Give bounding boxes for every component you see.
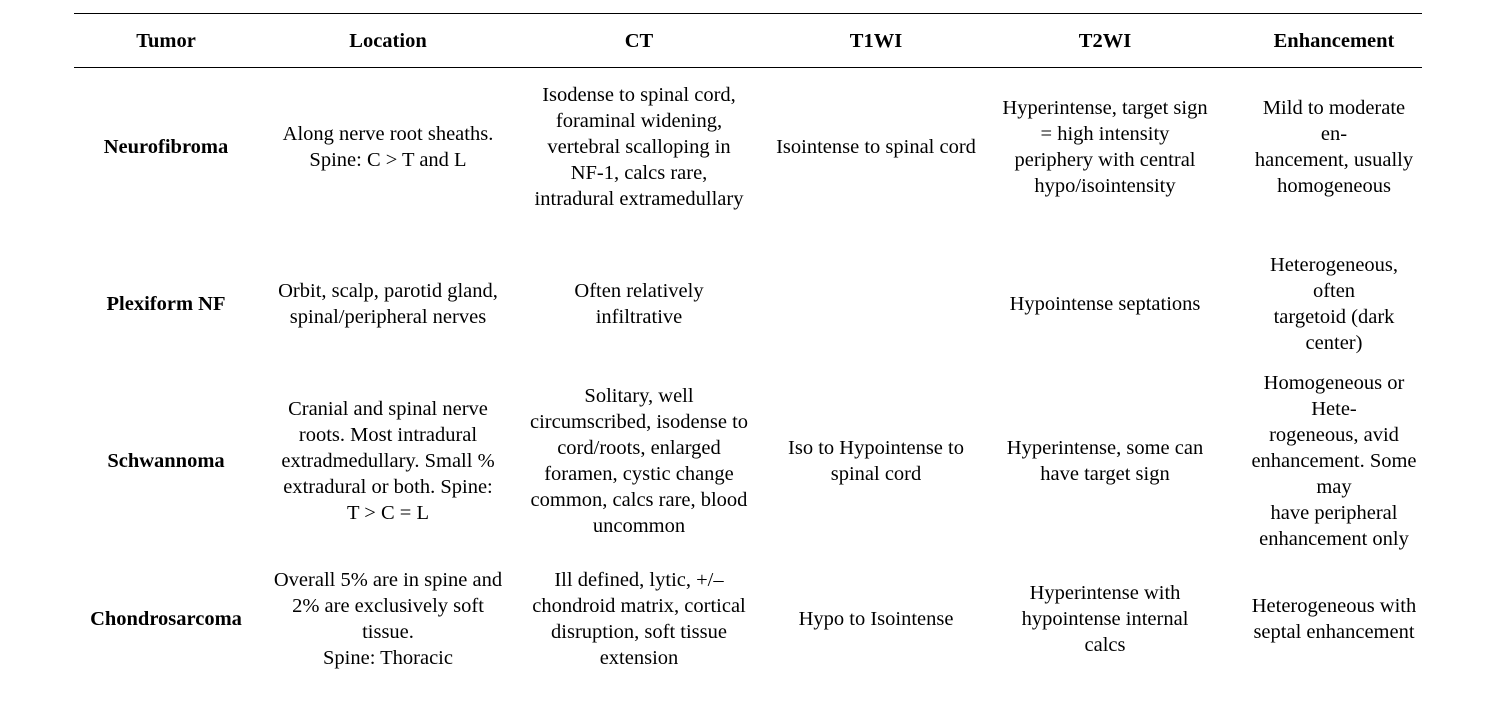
cell-location: Orbit, scalp, parotid gland, spinal/peripheral nerves: [278, 280, 498, 328]
header-ct: CT: [624, 30, 654, 52]
cell-tumor: Schwannoma: [107, 450, 225, 472]
cell-t2wi: Hypointense septations: [1009, 293, 1201, 315]
cell-ct: Ill defined, lytic, +/– chondroid matrix, cortical disruption, soft tissue extension: [532, 569, 746, 669]
header-enhancement: Enhancement: [1273, 30, 1395, 52]
header-location: Location: [349, 30, 427, 52]
cell-location: Along nerve root sheaths. Spine: C > T and L: [282, 123, 494, 171]
cell-tumor: Plexiform NF: [106, 293, 226, 315]
cell-t2wi: Hyperintense, some can have target sign: [1006, 437, 1204, 485]
cell-ct: Solitary, well circumscribed, isodense to cord/roots, enlarged foramen, cystic change common, calcs rare, blood uncommon: [529, 385, 749, 537]
cell-ct: Isodense to spinal cord, foraminal widening, vertebral scalloping in NF-1, calcs rare, intradural extramedullary: [534, 84, 744, 210]
cell-t1wi: Isointense to spinal cord: [776, 136, 976, 158]
cell-enhancement: Heterogeneous, often targetoid (dark center): [1269, 254, 1399, 354]
cell-enhancement: Mild to moderate en- hancement, usually homogeneous: [1254, 97, 1414, 197]
cell-enhancement: Homogeneous or Hete- rogeneous, avid enhancement. Some may have peripheral enhancement only: [1251, 372, 1417, 550]
cell-enhancement: Heterogeneous with septal enhancement: [1251, 595, 1417, 643]
cell-location: Cranial and spinal nerve roots. Most intradural extradmedullary. Small % extradural or both. Spine: T > C = L: [281, 398, 495, 524]
cell-location: Overall 5% are in spine and 2% are exclusively soft tissue. Spine: Thoracic: [273, 569, 503, 669]
cell-t2wi: Hyperintense with hypointense internal calcs: [1021, 582, 1189, 656]
header-tumor: Tumor: [136, 30, 196, 52]
cell-t1wi: Hypo to Isointense: [798, 608, 954, 630]
cell-t2wi: Hyperintense, target sign = high intensity periphery with central hypo/isointensity: [1002, 97, 1208, 197]
cell-t1wi: Iso to Hypointense to spinal cord: [788, 437, 964, 485]
header-t1wi: T1WI: [849, 30, 903, 52]
table-top-rule: [74, 13, 1422, 14]
cell-tumor: Neurofibroma: [103, 136, 229, 158]
table-header-rule: [74, 67, 1422, 68]
cell-tumor: Chondrosarcoma: [90, 608, 242, 630]
cell-ct: Often relatively infiltrative: [574, 280, 704, 328]
header-t2wi: T2WI: [1078, 30, 1132, 52]
